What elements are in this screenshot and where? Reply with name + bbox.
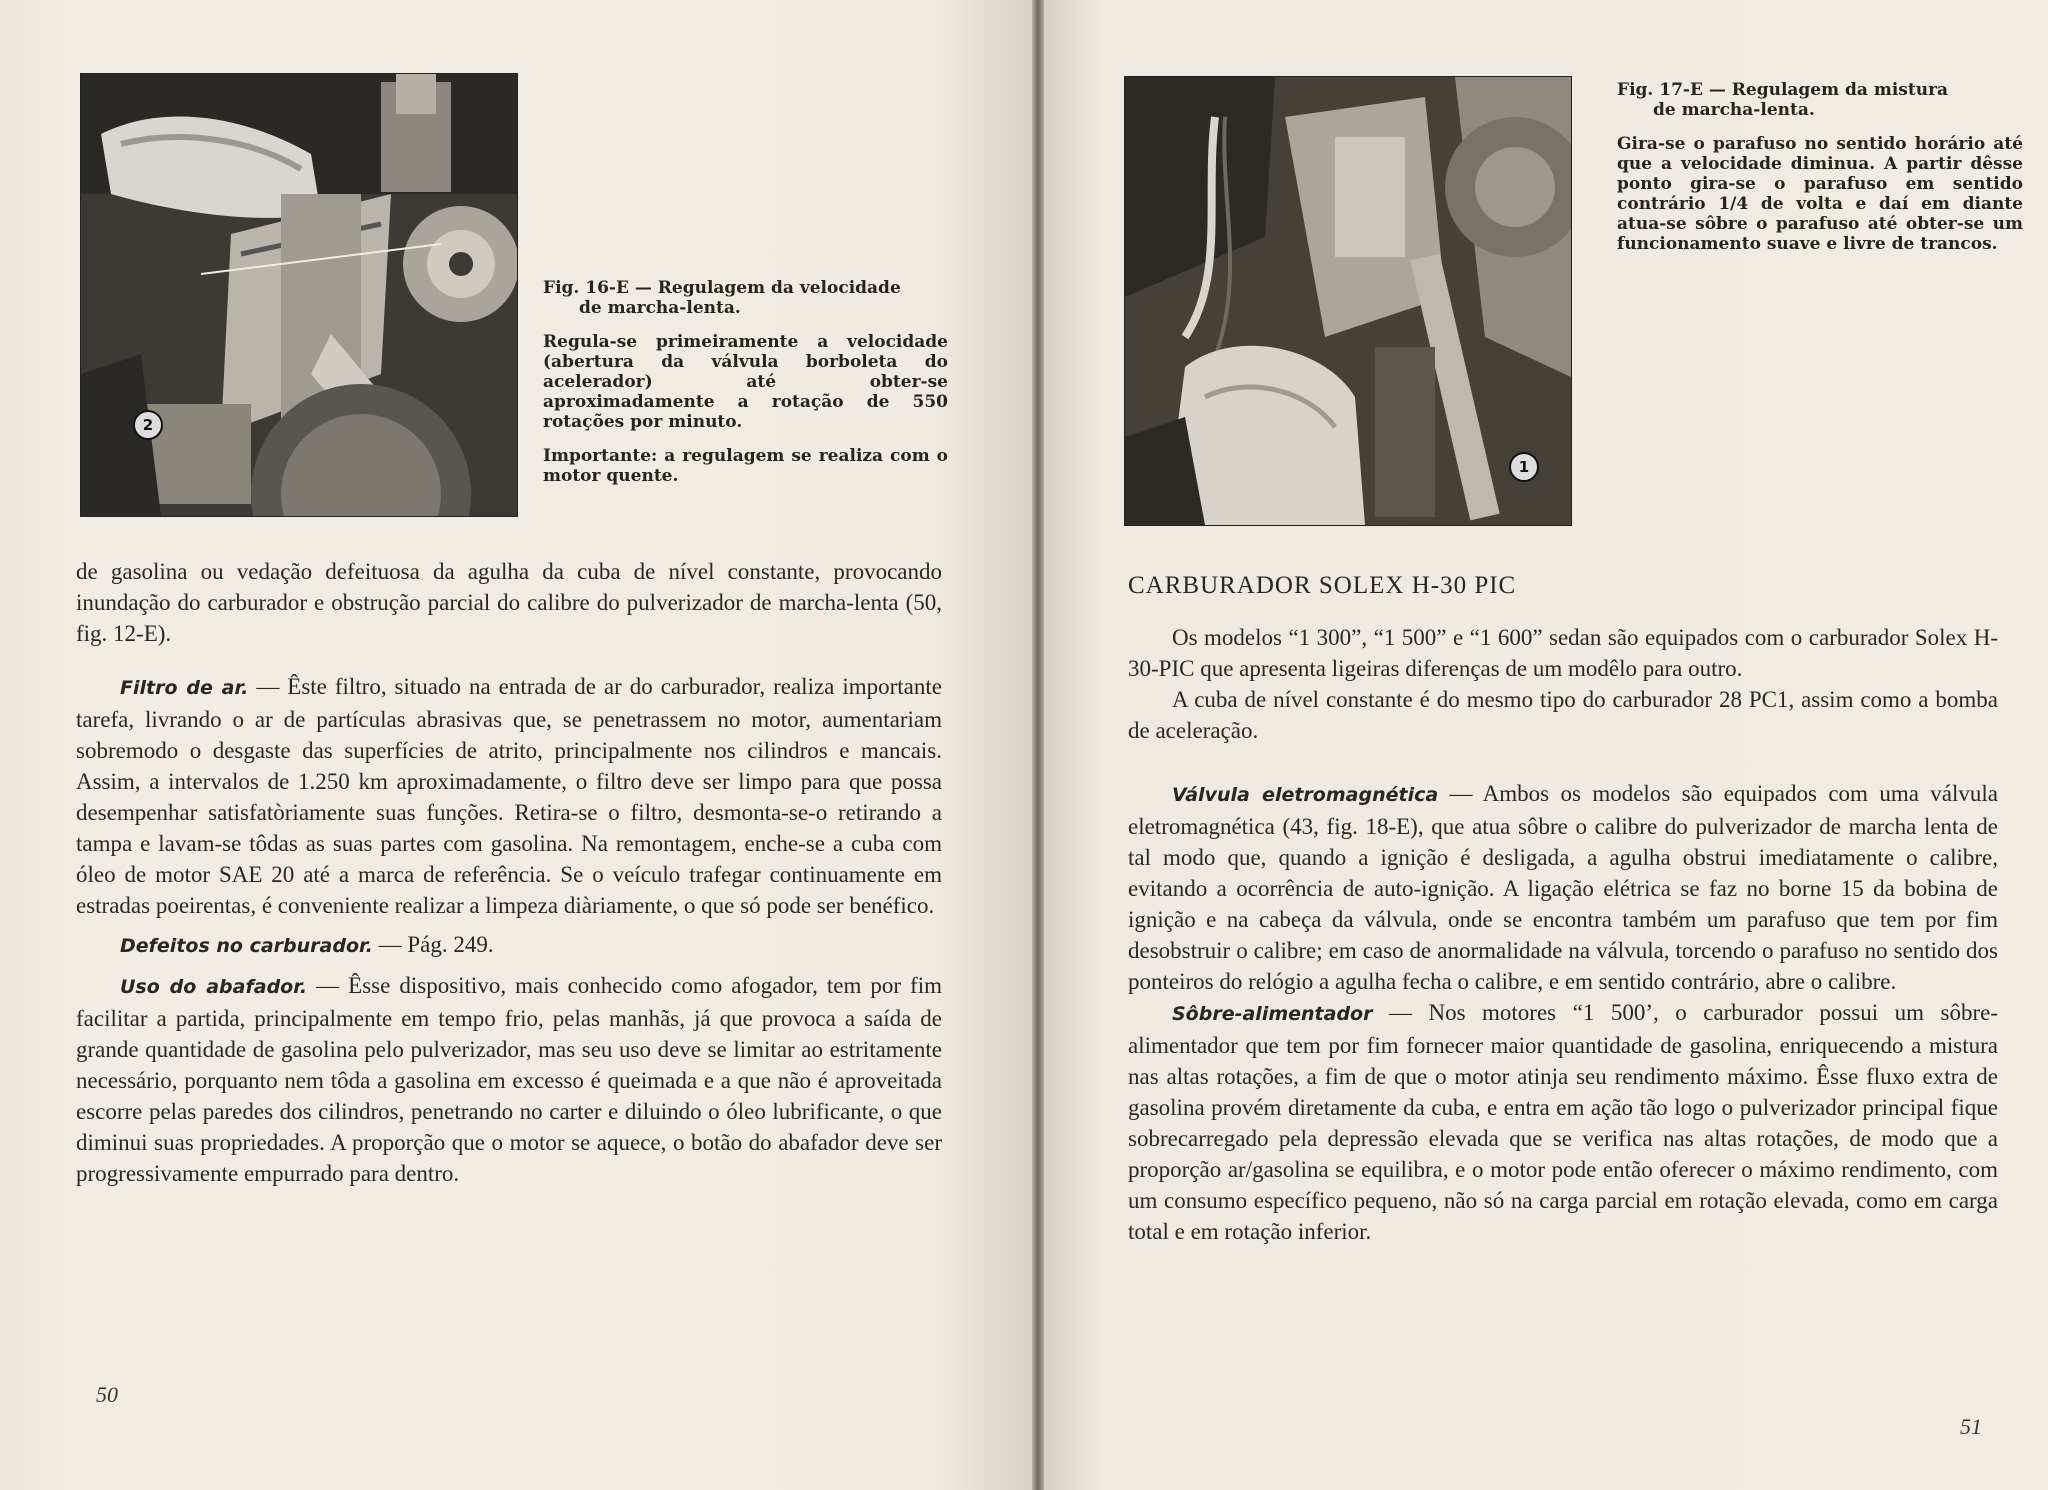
book-gutter [1032,0,1044,1490]
figure-label: Fig. 17-E — Regulagem da mistura [1617,80,1949,100]
paragraph-text: — Êste filtro, situado na entrada de ar do carburador, realiza importante tarefa, livrando o ar de partículas abrasivas que, se penetrassem no motor, aumentariam sobremodo o desgaste das superfícies de atrito, principalmente nos cilindros e mancais. Assim, a intervalos de 1.250 km aproximadamente, o filtro deve ser limpo para que possa desempenhar satisfatòriamente suas funções. Retira-se o filtro, desmonta-se-o retirando a tampa e lavam-se tôdas as suas partes com gasolina. Na remontagem, enche-se a cuba com óleo de motor SAE 20 até a marca de referência. Se o veículo trafegar continuamente em estradas poeirentas, é conveniente realizar a limpeza diàriamente, o que só pode ser benéfico. [76,674,942,918]
left-body-text [76,556,942,1189]
figure-16e-caption [543,278,948,500]
figure-17e-photo [1124,76,1572,526]
section-heading: CARBURADOR SOLEX H-30 PIC [1128,572,1517,599]
figure-label: Fig. 16-E — Regulagem da velocidade [543,278,901,298]
right-body-text [1128,622,1998,1247]
paragraph-text: — Nos motores “1 500’, o carburador possui um sôbre-alimentador que tem por fim fornecer maior quantidade de gasolina, enriquecendo a mistura nas altas rotações, a fim de que o motor atinja seu rendimento máximo. Êsse fluxo extra de gasolina provém diretamente da cuba, e entra em ação tão logo o pulverizador principal fique sobrecarregado pela depressão elevada que se verifica nas altas rotações, de modo que a proporção ar/gasolina se equilibra, e o motor pode então oferecer o máximo rendimento, com um consumo específico pequeno, não só na carga parcial em rotação elevada, como em carga total e em rotação inferior. [1128,1000,1998,1244]
figure-16e-photo [80,73,518,517]
paragraph-text: — Ambos os modelos são equipados com uma válvula eletromagnética (43, fig. 18-E), que atua sôbre o calibre do pulverizador de marcha lenta de tal modo que, quando a ignição é desligada, a agulha obstrui imediatamente o calibre, evitando a ocorrência de auto-ignição. A ligação elétrica se faz no borne 15 da bobina de ignição e na cabeça da válvula, onde se encontra também um parafuso que tem por fim desobstruir o calibre; em caso de anormalidade na válvula, torcendo o parafuso no sentido dos ponteiros do relógio a agulha fecha o calibre, e em sentido contrário, abre o calibre. [1128,781,1999,994]
abafador-paragraph [76,970,942,1189]
continuation-paragraph: de gasolina ou vedação defeituosa da agulha da cuba de nível constante, provocando inundação do carburador e obstrução parcial do calibre do pulverizador de marcha-lenta (50, fig. 12-E). [76,559,942,646]
figure-label-cont: de marcha-lenta. [579,298,741,318]
figure-label-cont: de marcha-lenta. [1653,100,1815,120]
caption-paragraph: Gira-se o parafuso no sentido horário até que a velocidade diminua. A partir dêsse ponto gira-se o parafuso em sentido contrário 1/4 de volta e daí em diante atua-se sôbre o parafuso até obter-se um funcionamento suave e livre de trancos. [1617,134,2023,254]
defeitos-paragraph [76,929,942,962]
caption-paragraph: Regula-se primeiramente a velocidade (abertura da válvula borboleta do acelerador) até obter-se aproximadamente a rotação de 550 rotações por minuto. [543,332,948,432]
page-number: 51 [1960,1414,1982,1439]
engine-photo-illustration [81,74,517,516]
valvula-paragraph [1128,778,1998,997]
paragraph-text: — Pág. 249. [372,932,494,957]
section-lead: Filtro de ar. [120,677,249,699]
caption-note: Importante: a regulagem se realiza com o motor quente. [543,446,948,486]
callout-marker: 1 [1509,452,1539,482]
section-lead: Sôbre-alimentador [1172,1003,1373,1025]
carburetor-photo-illustration [1125,77,1571,525]
callout-marker: 2 [133,410,163,440]
paragraph-text: — Êsse dispositivo, mais conhecido como afogador, tem por fim facilitar a partida, principalmente em tempo frio, pelas manhãs, já que provoca a saída de grande quantidade de gasolina pelo pulverizador, mas seu uso deve se limitar ao estritamente necessário, porquanto nem tôda a gasolina em excesso é queimada e a que não é aproveitada escorre pelas paredes dos cilindros, penetrando no carter e diluindo o óleo lubrificante, o que diminui suas propriedades. A proporção que o motor se aquece, o botão do abafador deve ser progressivamente empurrado para dentro. [76,973,942,1186]
section-lead: Válvula eletromagnética [1172,784,1439,806]
right-page [1044,0,2048,1490]
section-lead: Defeitos no carburador. [120,935,373,957]
filtro-paragraph [76,671,942,921]
figure-17e-caption [1617,80,2023,268]
section-lead: Uso do abafador. [120,976,308,998]
intro-paragraph: Os modelos “1 300”, “1 500” e “1 600” sedan são equipados com o carburador Solex H-30-PIC que apresenta ligeiras diferenças de um modêlo para outro. [1128,625,1998,681]
page-number: 50 [96,1382,118,1407]
sobre-paragraph [1128,997,1998,1247]
intro-paragraph: A cuba de nível constante é do mesmo tipo do carburador 28 PC1, assim como a bomba de aceleração. [1128,687,1998,743]
